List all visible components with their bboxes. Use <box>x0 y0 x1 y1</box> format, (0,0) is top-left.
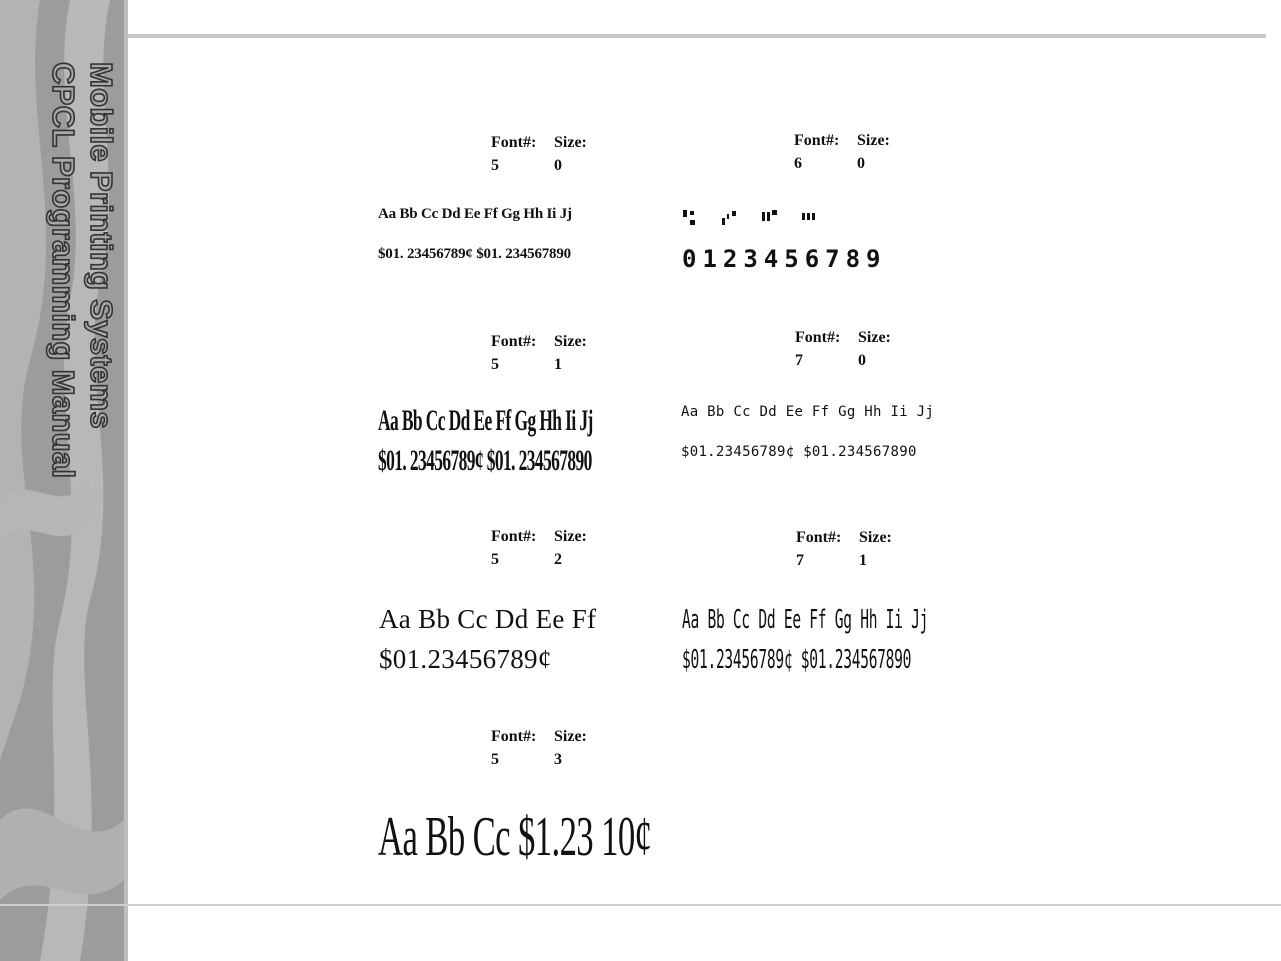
font-spec-5-2 <box>491 525 587 571</box>
size-number: 1 <box>554 356 562 373</box>
size-number: 0 <box>857 155 865 172</box>
font-number: 7 <box>796 552 804 569</box>
size-number: 1 <box>859 552 867 569</box>
font-number: 5 <box>491 157 499 174</box>
font-label: Font#: <box>491 134 537 151</box>
font-label: Font#: <box>795 329 841 346</box>
font-label: Font#: <box>796 529 842 546</box>
font-number: 5 <box>491 751 499 768</box>
sample-7-0-line1: Aa Bb Cc Dd Ee Ff Gg Hh Ii Jj <box>681 404 935 420</box>
symbol-glyphs-graphic <box>682 208 822 230</box>
font-label: Font#: <box>491 528 537 545</box>
size-number: 0 <box>858 352 866 369</box>
font-spec-5-1 <box>491 330 587 376</box>
header-rule <box>128 34 1266 38</box>
sample-5-3-line1: Aa Bb Cc $1.23 10¢ <box>378 806 652 868</box>
size-label: Size: <box>857 132 890 149</box>
sample-5-1-line1: Aa Bb Cc Dd Ee Ff Gg Hh Ii Jj <box>378 404 593 437</box>
font-spec-6-0 <box>794 129 890 175</box>
font-number: 7 <box>795 352 803 369</box>
font-spec-7-1 <box>796 526 892 572</box>
size-number: 0 <box>554 157 562 174</box>
font-number: 5 <box>491 356 499 373</box>
manual-title <box>44 62 120 478</box>
sample-5-2-line1: Aa Bb Cc Dd Ee Ff <box>379 604 597 634</box>
sample-7-1-line2: $01.23456789¢ $01.234567890 <box>682 645 912 675</box>
font-label: Font#: <box>794 132 840 149</box>
size-number: 3 <box>554 751 562 768</box>
footer-rule <box>0 904 1281 906</box>
size-number: 2 <box>554 551 562 568</box>
size-label: Size: <box>554 528 587 545</box>
size-label: Size: <box>554 728 587 745</box>
manual-title-line1: Mobile Printing Systems <box>84 62 119 429</box>
font-spec-7-0 <box>795 326 891 372</box>
sample-5-0-line2: $01. 23456789¢ $01. 234567890 <box>378 246 571 262</box>
sample-6-0-digits: 0123456789 <box>682 245 887 273</box>
size-label: Size: <box>554 134 587 151</box>
size-label: Size: <box>858 329 891 346</box>
font-spec-5-0 <box>491 131 587 177</box>
font-label: Font#: <box>491 333 537 350</box>
sidebar-edge <box>124 0 128 961</box>
font-label: Font#: <box>491 728 537 745</box>
sidebar-decoration <box>0 0 124 961</box>
font-number: 6 <box>794 155 802 172</box>
size-label: Size: <box>859 529 892 546</box>
sample-5-1-line2: $01. 23456789¢ $01. 234567890 <box>378 444 592 477</box>
sample-5-0-line1: Aa Bb Cc Dd Ee Ff Gg Hh Ii Jj <box>378 206 572 222</box>
sample-7-1-line1: Aa Bb Cc Dd Ee Ff Gg Hh Ii Jj <box>682 605 929 635</box>
manual-title-line2: CPCL Programming Manual <box>46 62 81 479</box>
sample-7-0-line2: $01.23456789¢ $01.234567890 <box>681 444 917 460</box>
font-number: 5 <box>491 551 499 568</box>
sample-5-2-line2: $01.23456789¢ <box>379 644 552 674</box>
size-label: Size: <box>554 333 587 350</box>
font-spec-5-3 <box>491 725 587 771</box>
